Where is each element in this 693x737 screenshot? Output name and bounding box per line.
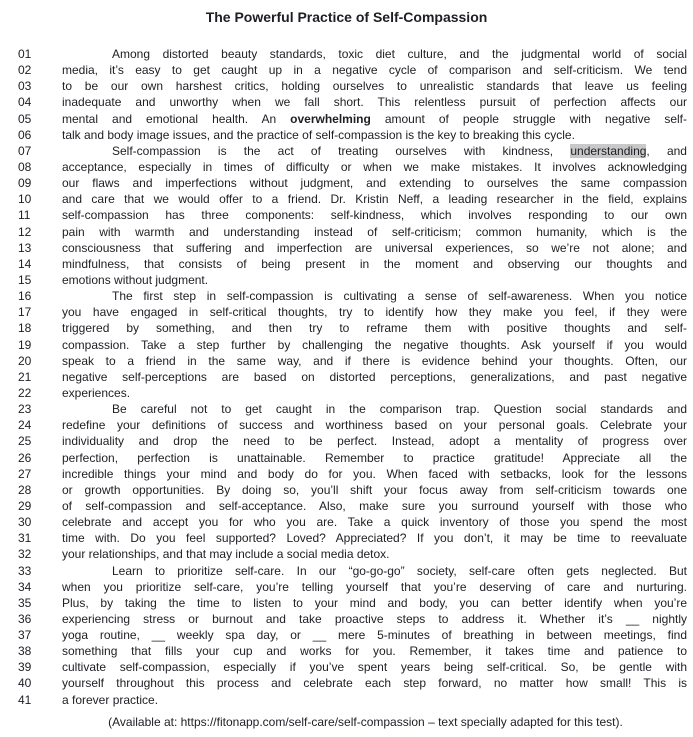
text-segment: something that fills your cup and works for you. Remember, it takes time and patience to	[62, 644, 687, 659]
text-line	[18, 240, 687, 256]
text-segment: celebrate and accept you for who you are. Take a quick inventory of those you spend the most	[62, 515, 687, 530]
line-number: 14	[18, 256, 32, 271]
line-text	[62, 337, 687, 353]
text-line	[18, 207, 687, 223]
text-segment: self-compassion has three components: self-kindness, which involves responding to our own	[62, 208, 687, 223]
text-segment: Among distorted beauty standards, toxic diet culture, and the judgmental world of social	[112, 47, 687, 61]
line-number: 27	[18, 466, 32, 481]
text-segment: when you prioritize self-care, you’re telling yourself that you’re deserving of care and nurturing.	[62, 579, 687, 594]
text-line	[18, 675, 687, 691]
line-text	[62, 595, 687, 611]
text-segment: a forever practice.	[62, 692, 159, 707]
line-number: 03	[18, 79, 32, 94]
line-number: 01	[18, 47, 32, 61]
page-title: The Powerful Practice of Self-Compassion	[205, 9, 488, 25]
line-text	[62, 224, 687, 240]
text-segment: of self-compassion and self-acceptance. Also, make sure you surround yourself with those who	[62, 498, 687, 513]
line-text	[62, 675, 687, 691]
source-attribution: (Available at: https://fitonapp.com/self-care/self-compassion – text specially adapted for this test).	[108, 714, 623, 729]
line-text	[62, 272, 687, 288]
line-number: 07	[18, 143, 32, 158]
line-text	[62, 94, 687, 110]
text-segment: experiences.	[62, 385, 131, 400]
text-segment: your relationships, and that may include a social media detox.	[62, 547, 390, 562]
line-number: 17	[18, 305, 32, 320]
text-line	[18, 353, 687, 369]
line-text	[62, 385, 687, 401]
line-text	[62, 353, 687, 369]
text-line	[18, 62, 687, 78]
line-text	[62, 433, 687, 449]
text-line	[18, 466, 687, 482]
text-line	[18, 369, 687, 385]
text-line	[18, 175, 687, 191]
text-line	[18, 579, 687, 595]
line-text	[62, 369, 687, 385]
line-text	[62, 240, 687, 256]
text-segment: time with. Do you feel supported? Loved? Appreciated? If you don’t, it may be time to reevaluate	[62, 531, 687, 546]
text-line	[18, 111, 687, 127]
line-number: 32	[18, 547, 32, 562]
line-text	[62, 530, 687, 546]
text-line	[18, 320, 687, 336]
line-text	[62, 466, 687, 482]
line-number: 24	[18, 418, 32, 433]
text-segment: consciousness that suffering and imperfection are universal experiences, so we’re not alone; and	[62, 240, 687, 255]
text-line	[18, 514, 687, 530]
text-line	[18, 337, 687, 353]
text-segment: and care that we would offer to a friend. Dr. Kristin Neff, a leading researcher in the field, explains	[62, 192, 687, 207]
bold-text: overwhelming	[290, 111, 371, 126]
text-line	[18, 94, 687, 110]
line-text	[62, 78, 687, 94]
line-number: 21	[18, 369, 32, 384]
line-text	[62, 401, 687, 417]
text-line	[18, 498, 687, 514]
line-number: 09	[18, 176, 32, 191]
highlighted-text: understanding	[570, 143, 647, 158]
line-number: 08	[18, 159, 32, 174]
line-number: 12	[18, 224, 32, 239]
line-number: 10	[18, 192, 32, 207]
text-segment: Plus, by taking the time to listen to your mind and body, you can better identify when you’re	[62, 595, 687, 610]
text-segment: or growth opportunities. By doing so, you’ll shift your focus away from self-criticism towards one	[62, 482, 687, 497]
text-line	[18, 611, 687, 627]
text-segment: Learn to prioritize self-care. In our “go-go-go” society, self-care often gets neglected. But	[112, 563, 687, 578]
line-number: 05	[18, 111, 32, 126]
text-segment: individuality and drop the need to be perfect. Instead, adopt a mentality of progress over	[62, 434, 687, 449]
line-text	[62, 143, 687, 159]
line-text	[62, 111, 687, 127]
text-segment: our flaws and imperfections without judgment, and extending to ourselves the same compassion	[62, 176, 687, 191]
text-line	[18, 385, 687, 401]
text-line	[18, 272, 687, 288]
text-segment: Self-compassion is the act of treating ourselves with kindness,	[112, 143, 571, 158]
line-number: 18	[18, 321, 32, 336]
text-segment: yoga routine, __ weekly spa day, or __ mere 5-minutes of breathing in between meetings, find	[62, 628, 687, 643]
text-segment: , and	[646, 143, 687, 158]
text-line	[18, 692, 687, 708]
text-segment: amount of people struggle with negative self-	[370, 111, 687, 126]
line-number: 19	[18, 337, 32, 352]
line-number: 06	[18, 127, 32, 142]
text-segment: experiencing stress or burnout and take proactive steps to address it. Whether it’s __ nightly	[62, 611, 687, 626]
line-number: 20	[18, 353, 32, 368]
line-number: 35	[18, 595, 32, 610]
text-line	[18, 643, 687, 659]
line-number: 15	[18, 272, 32, 287]
text-line	[18, 224, 687, 240]
text-segment: pain with warmth and understanding instead of self-criticism; common humanity, which is the	[62, 224, 687, 239]
line-text	[62, 643, 687, 659]
text-segment: emotions without judgment.	[62, 272, 209, 287]
text-segment: mental and emotional health. An	[62, 111, 291, 126]
text-segment: acceptance, especially in times of difficulty or when we make mistakes. It involves acknowledging	[62, 159, 687, 174]
line-text	[62, 546, 687, 562]
line-text	[62, 627, 687, 643]
line-number: 38	[18, 644, 32, 659]
line-number: 04	[18, 95, 32, 110]
line-number: 31	[18, 531, 32, 546]
line-text	[62, 175, 687, 191]
line-text	[62, 46, 687, 62]
line-number: 34	[18, 579, 32, 594]
text-line	[18, 256, 687, 272]
text-segment: negative self-perceptions are based on distorted perceptions, generalizations, and past negative	[62, 369, 687, 384]
text-segment: perfection, perfection is unattainable. Remember to practice gratitude! Appreciate all the	[62, 450, 687, 465]
text-segment: incredible things your mind and body do for you. When faced with setbacks, look for the lessons	[62, 466, 687, 481]
text-line	[18, 417, 687, 433]
text-segment: talk and body image issues, and the practice of self-compassion is the key to breaking this cycle.	[62, 127, 575, 142]
line-number: 37	[18, 628, 32, 643]
line-number: 11	[18, 208, 31, 223]
line-number: 41	[18, 692, 32, 707]
text-line	[18, 401, 687, 417]
line-number: 13	[18, 240, 32, 255]
line-number: 25	[18, 434, 32, 449]
text-segment: triggered by something, and then try to reframe them with positive thoughts and self-	[62, 321, 687, 336]
text-line	[18, 78, 687, 94]
text-segment: Be careful not to get caught in the comparison trap. Question social standards and	[112, 402, 687, 417]
text-line	[18, 127, 687, 143]
line-text	[62, 417, 687, 433]
text-segment: cultivate self-compassion, especially if you’ve spent years being self-critical. So, be gentle with	[62, 660, 687, 675]
text-line	[18, 482, 687, 498]
text-line	[18, 627, 687, 643]
text-line	[18, 191, 687, 207]
line-text	[62, 62, 687, 78]
line-text	[62, 207, 687, 223]
text-segment: redefine your definitions of success and worthiness based on your personal goals. Celebrate your	[62, 418, 687, 433]
line-text	[62, 514, 687, 530]
line-text	[62, 482, 687, 498]
line-text	[62, 256, 687, 272]
text-segment: speak to a friend in the same way, and if there is evidence behind your thoughts. Often, our	[62, 353, 687, 368]
text-line	[18, 530, 687, 546]
text-line	[18, 563, 687, 579]
text-line	[18, 46, 687, 62]
line-number: 28	[18, 482, 32, 497]
line-text	[62, 659, 687, 675]
line-text	[62, 692, 687, 708]
text-line	[18, 546, 687, 562]
line-text	[62, 320, 687, 336]
text-segment: mindfulness, that consists of being present in the moment and observing our thoughts and	[62, 256, 687, 271]
line-text	[62, 159, 687, 175]
text-line	[18, 288, 687, 304]
line-text	[62, 127, 687, 143]
text-line	[18, 659, 687, 675]
line-number: 23	[18, 402, 32, 417]
text-segment: to be our own harshest critics, holding ourselves to unrealistic standards that leave us feeling	[62, 79, 687, 94]
line-number: 02	[18, 63, 32, 78]
line-text	[62, 191, 687, 207]
line-number: 16	[18, 289, 32, 304]
line-number: 30	[18, 515, 32, 530]
lines	[0, 46, 693, 708]
text-line	[18, 159, 687, 175]
line-text	[62, 563, 687, 579]
text-segment: inadequate and unworthy when we fall short. This relentless pursuit of perfection affects our	[62, 95, 687, 110]
text-line	[18, 450, 687, 466]
text-line	[18, 143, 687, 159]
line-text	[62, 498, 687, 514]
text-segment: yourself throughout this process and celebrate each step forward, no matter how small! This is	[62, 676, 687, 691]
line-text	[62, 579, 687, 595]
text-segment: The first step in self-compassion is cultivating a sense of self-awareness. When you notice	[112, 289, 687, 304]
text-segment: compassion. Take a step further by challenging the negative thoughts. Ask yourself if you would	[62, 337, 687, 352]
line-text	[62, 304, 687, 320]
text-segment: you have engaged in self-critical thoughts, try to identify how they make you feel, if they were	[62, 305, 687, 320]
line-number: 36	[18, 611, 32, 626]
text-line	[18, 304, 687, 320]
line-number: 33	[18, 563, 32, 578]
line-text	[62, 611, 687, 627]
line-number: 40	[18, 676, 32, 691]
line-number: 29	[18, 498, 32, 513]
line-text	[62, 450, 687, 466]
line-text	[62, 288, 687, 304]
line-number: 39	[18, 660, 32, 675]
text-line	[18, 595, 687, 611]
text-segment: media, it’s easy to get caught up in a negative cycle of comparison and self-criticism. We tend	[62, 63, 687, 78]
text-line	[18, 433, 687, 449]
line-number: 22	[18, 385, 32, 400]
line-number: 26	[18, 450, 32, 465]
